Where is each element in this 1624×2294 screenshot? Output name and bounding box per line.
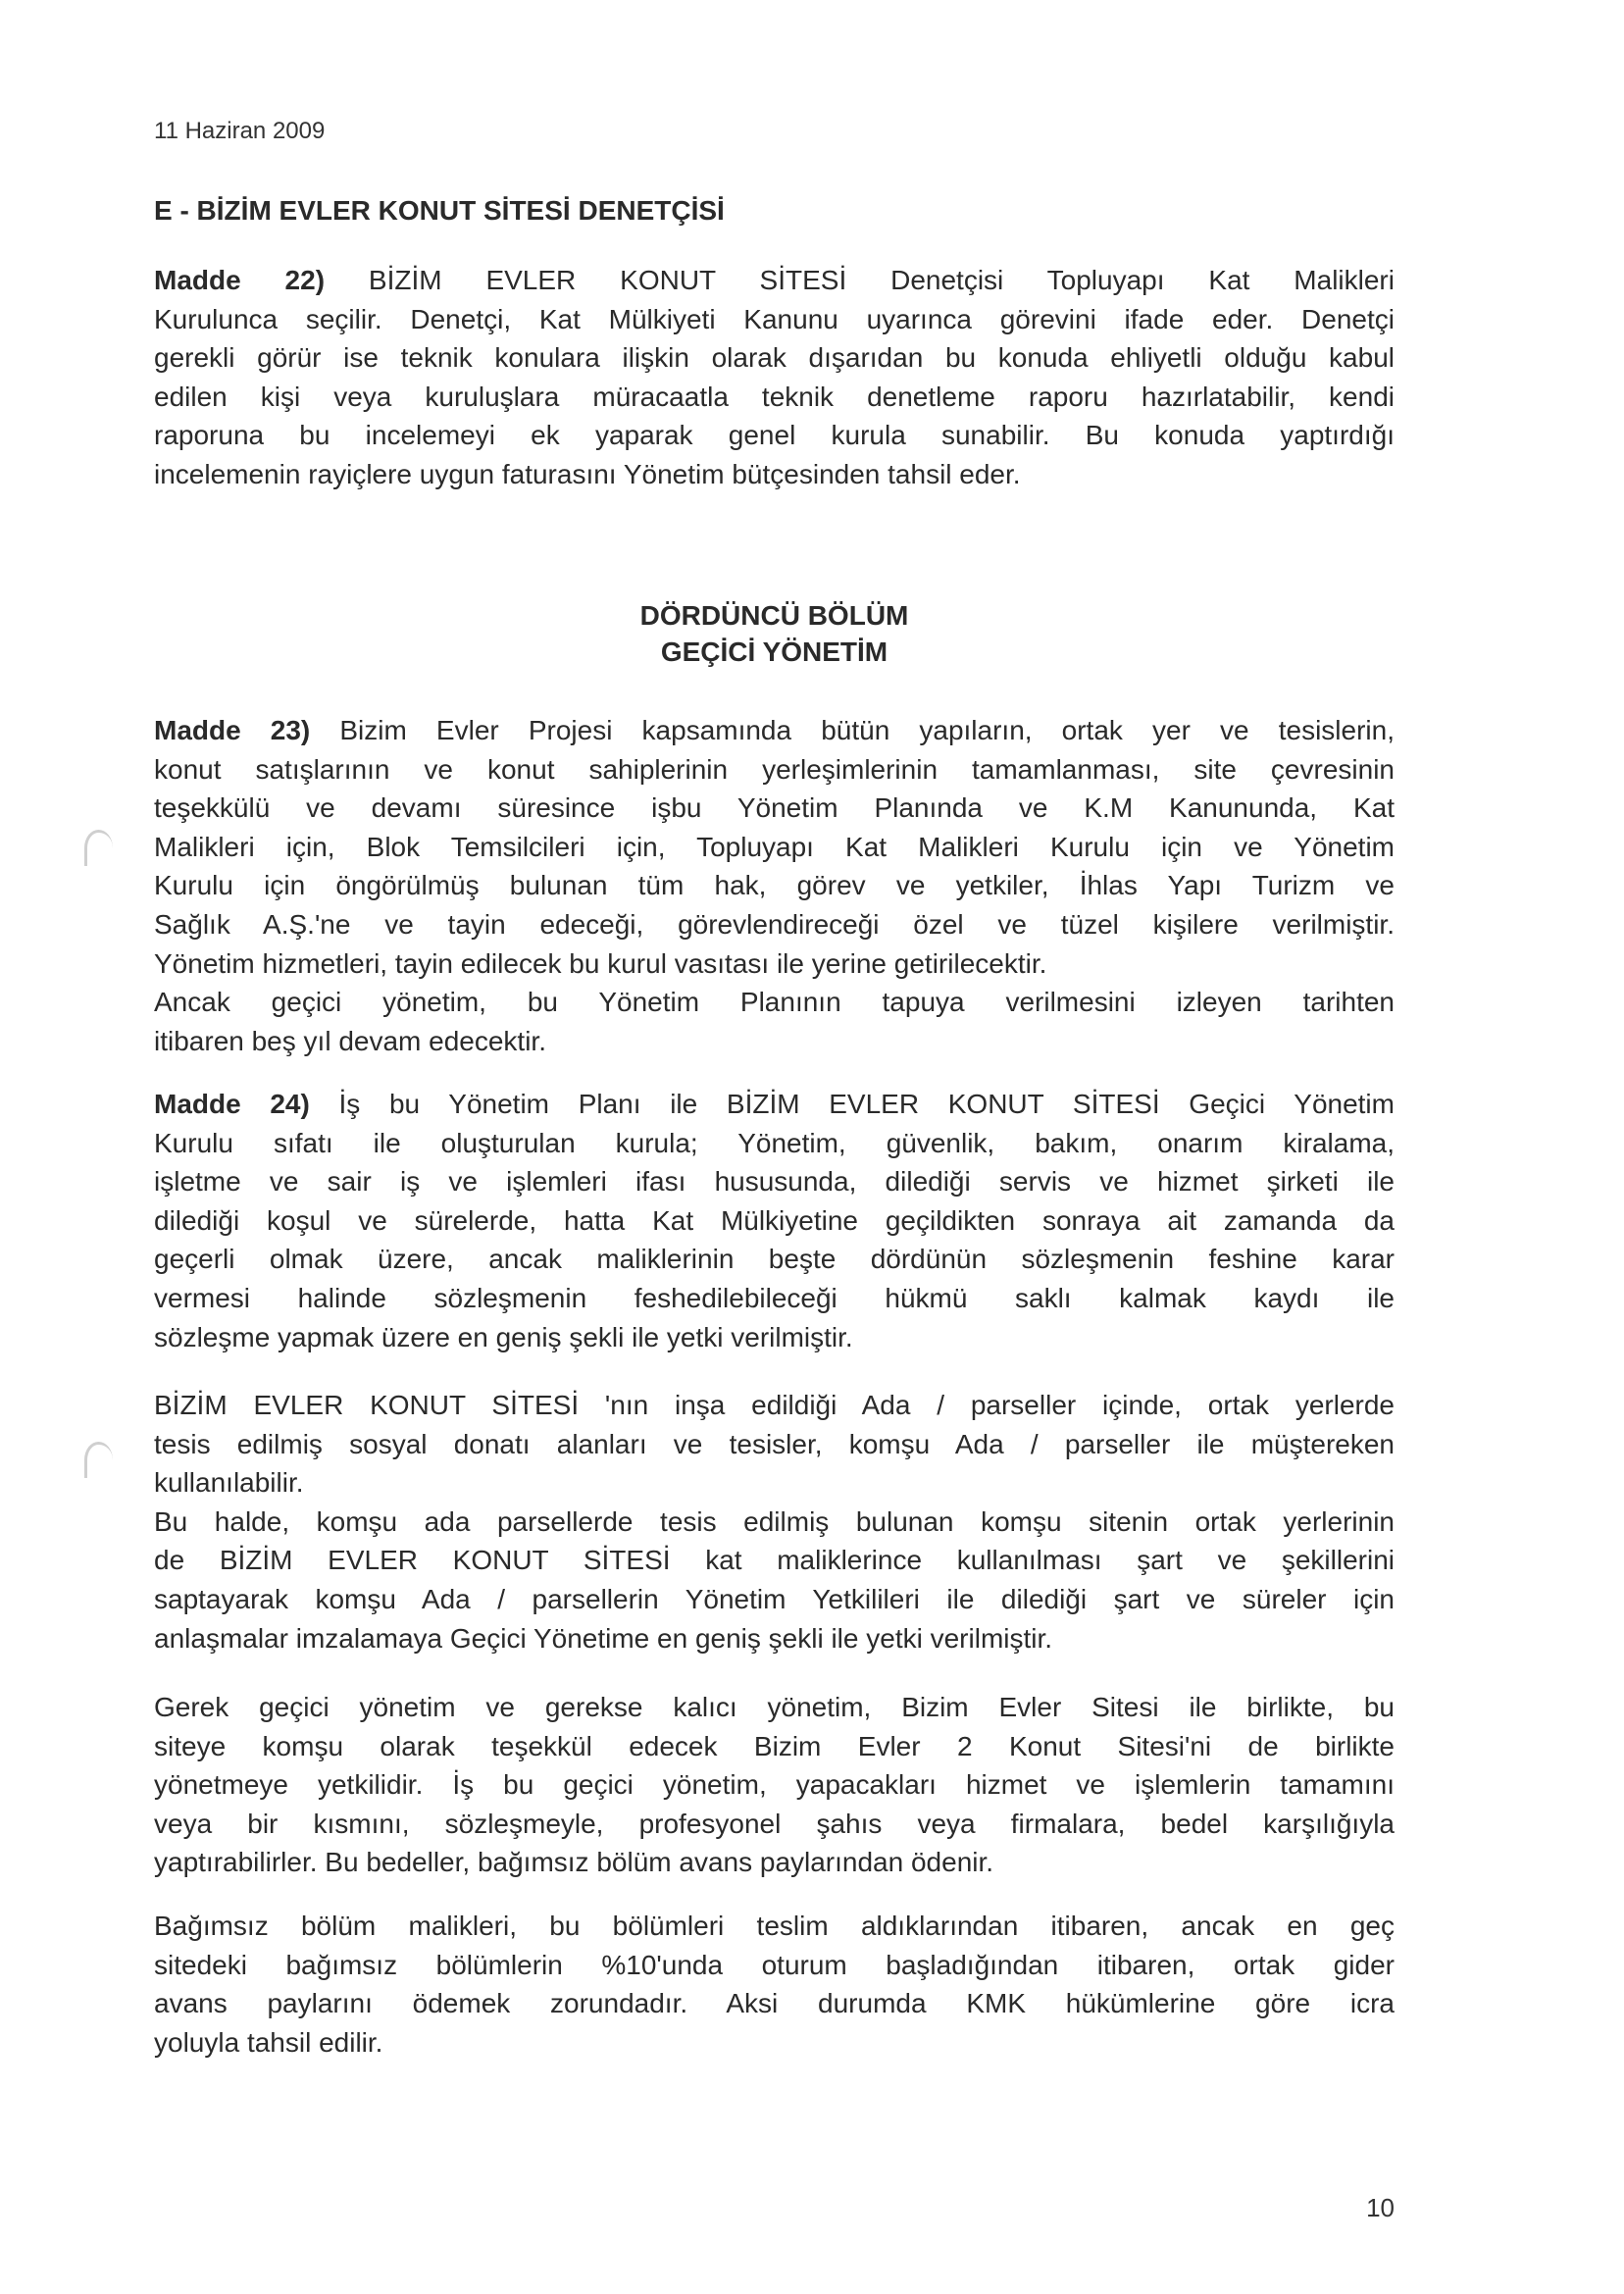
line-text: Kurulu sıfatı ile oluşturulan kurula; Yönetim, güvenlik, bakım, onarım kiralama, — [154, 1127, 1395, 1158]
line-text: Yönetim hizmetleri, tayin edilecek bu kurul vasıtası ile yerine getirilecektir. — [154, 947, 1047, 979]
section-heading: E - BİZİM EVLER KONUT SİTESİ DENETÇİSİ — [154, 195, 725, 226]
paragraph-shared-facilities — [154, 1386, 1395, 1657]
text-line — [154, 866, 1395, 905]
line-text: teşekkülü ve devamı süresince işbu Yönetim Planında ve K.M Kanununda, Kat — [154, 792, 1395, 824]
text-line — [154, 416, 1395, 455]
line-text: Bağımsız bölüm malikleri, bu bölümleri teslim aldıklarından itibaren, ancak en geç — [154, 1911, 1395, 1941]
text-line — [154, 1946, 1395, 1985]
line-text: BİZİM EVLER KONUT SİTESİ 'nın inşa edildiği Ada / parseller içinde, ortak yerlerde — [154, 1390, 1395, 1420]
line-text: saptayarak komşu Ada / parsellerin Yönetim Yetkilileri ile dilediği şart ve süreler için — [154, 1583, 1395, 1614]
punch-hole-mark-icon — [84, 1442, 113, 1478]
line-text: yönetmeye yetkilidir. İş bu geçici yönetim, yapacakları hizmet ve işlemlerin tamamını — [154, 1769, 1395, 1801]
text-line — [154, 1727, 1395, 1766]
line-text: Kurulu için öngörülmüş bulunan tüm hak, görev ve yetkiler, İhlas Yapı Turizm ve — [154, 870, 1395, 901]
text-line — [154, 1580, 1395, 1619]
line-text: Kurulunca seçilir. Denetçi, Kat Mülkiyeti Kanunu uyarınca görevini ifade eder. Denetçi — [154, 303, 1395, 334]
text-line — [154, 455, 1395, 494]
line-text: tesis edilmiş sosyal donatı alanları ve tesisler, komşu Ada / parseller ile müştereken — [154, 1428, 1395, 1459]
text-line — [154, 2023, 1395, 2063]
text-line — [154, 1541, 1395, 1580]
line-text: Gerek geçici yönetim ve gerekse kalıcı yönetim, Bizim Evler Sitesi ile birlikte, bu — [154, 1692, 1395, 1722]
text-line — [154, 983, 1395, 1022]
line-text: Sağlık A.Ş.'ne ve tayin edeceği, görevlendireceği özel ve tüzel kişilere verilmiştir. — [154, 908, 1395, 940]
document-date: 11 Haziran 2009 — [154, 118, 326, 144]
text-line — [154, 378, 1395, 417]
text-line — [154, 944, 1395, 984]
text-line — [154, 828, 1395, 867]
text-line — [154, 1425, 1395, 1464]
line-text: sözleşme yapmak üzere en geniş şekli ile yetki verilmiştir. — [154, 1321, 853, 1352]
paragraph-dues — [154, 1907, 1395, 2062]
line-text: geçerli olmak üzere, ancak maliklerinin beşte dördünün sözleşmenin feshine karar — [154, 1244, 1395, 1275]
text-line — [154, 1843, 1395, 1882]
line-text: kullanılabilir. — [154, 1467, 304, 1499]
page-number: 10 — [1366, 2193, 1395, 2222]
line-text: veya bir kısmını, sözleşmeyle, profesyonel şahıs veya firmalara, bedel karşılığıyla — [154, 1808, 1395, 1839]
line-text: siteye komşu olarak teşekkül edecek Bizim Evler 2 Konut Sitesi'ni de birlikte — [154, 1730, 1395, 1761]
text-line — [154, 1386, 1395, 1425]
line-text: de BİZİM EVLER KONUT SİTESİ kat maliklerince kullanılması şart ve şekillerini — [154, 1545, 1395, 1576]
punch-hole-mark-icon — [84, 830, 113, 866]
line-text: yaptırabilirler. Bu bedeller, bağımsız bölüm avans paylarından ödenir. — [154, 1847, 994, 1878]
line-text: İş bu Yönetim Planı ile BİZİM EVLER KONUT SİTESİ Geçici Yönetim — [309, 1089, 1395, 1119]
line-text: Bu halde, komşu ada parsellerde tesis edilmiş bulunan komşu sitenin ortak yerlerinin — [154, 1505, 1395, 1537]
text-line — [154, 1124, 1395, 1163]
text-line — [154, 1240, 1395, 1279]
article-24 — [154, 1085, 1395, 1356]
chapter-subtitle: GEÇİCİ YÖNETİM — [660, 637, 888, 667]
article-23 — [154, 711, 1395, 1060]
text-line — [154, 261, 1395, 300]
paragraph-management-scope — [154, 1688, 1395, 1882]
line-text: Ancak geçici yönetim, bu Yönetim Planının tapuya verilmesini izleyen tarihten — [154, 987, 1395, 1018]
line-text: dilediği koşul ve sürelerde, hatta Kat Mülkiyetine geçildikten sonraya ait zamanda da — [154, 1204, 1395, 1236]
text-line — [154, 1503, 1395, 1542]
line-text: avans paylarını ödemek zorundadır. Aksi durumda KMK hükümlerine göre icra — [154, 1988, 1395, 2019]
text-line — [154, 1619, 1395, 1658]
chapter-title: DÖRDÜNCÜ BÖLÜM — [639, 600, 909, 631]
line-text: Bizim Evler Projesi kapsamında bütün yapıların, ortak yer ve tesislerin, — [310, 715, 1395, 745]
line-text: vermesi halinde sözleşmenin feshedilebileceği hükmü saklı kalmak kaydı ile — [154, 1282, 1395, 1313]
text-line — [154, 1201, 1395, 1241]
line-text: sitedeki bağımsız bölümlerin %10'unda oturum başladığından itibaren, ortak gider — [154, 1949, 1395, 1980]
line-text: itibaren beş yıl devam edecektir. — [154, 1025, 546, 1056]
text-line — [154, 1162, 1395, 1201]
text-line — [154, 1463, 1395, 1503]
line-text: Malikleri için, Blok Temsilcileri için, Topluyapı Kat Malikleri Kurulu için ve Yönetim — [154, 831, 1395, 862]
text-line — [154, 905, 1395, 944]
text-line — [154, 300, 1395, 339]
article-label: Madde 24) — [154, 1089, 310, 1119]
line-text: incelemenin rayiçlere uygun faturasını Yönetim bütçesinden tahsil eder. — [154, 458, 1021, 489]
text-line — [154, 1085, 1395, 1124]
text-line — [154, 338, 1395, 378]
line-text: işletme ve sair iş ve işlemleri ifası hususunda, dilediği servis ve hizmet şirketi ile — [154, 1166, 1395, 1198]
text-line — [154, 1907, 1395, 1946]
text-line — [154, 1984, 1395, 2023]
article-label: Madde 23) — [154, 715, 311, 745]
line-text: anlaşmalar imzalamaya Geçici Yönetime en geniş şekli ile yetki verilmiştir. — [154, 1622, 1053, 1654]
line-text: raporuna bu incelemeyi ek yaparak genel kurula sunabilir. Bu konuda yaptırdığı — [154, 420, 1395, 451]
text-line — [154, 789, 1395, 828]
text-line — [154, 1318, 1395, 1357]
article-22 — [154, 261, 1395, 494]
text-line — [154, 1805, 1395, 1844]
line-text: gerekli görür ise teknik konulara ilişkin olarak dışarıdan bu konuda ehliyetli olduğu kabul — [154, 342, 1395, 374]
text-line — [154, 1279, 1395, 1318]
text-line — [154, 711, 1395, 750]
line-text: edilen kişi veya kuruluşlara müracaatla teknik denetleme raporu hazırlatabilir, kendi — [154, 381, 1395, 412]
text-line — [154, 1688, 1395, 1727]
line-text: yoluyla tahsil edilir. — [154, 2026, 383, 2058]
text-line — [154, 1765, 1395, 1805]
text-line — [154, 750, 1395, 790]
article-label: Madde 22) — [154, 265, 326, 295]
line-text: BİZİM EVLER KONUT SİTESİ Denetçisi Topluyapı Kat Malikleri — [325, 265, 1395, 295]
text-line — [154, 1022, 1395, 1061]
line-text: konut satışlarının ve konut sahiplerinin yerleşimlerinin tamamlanması, site çevresinin — [154, 753, 1395, 785]
